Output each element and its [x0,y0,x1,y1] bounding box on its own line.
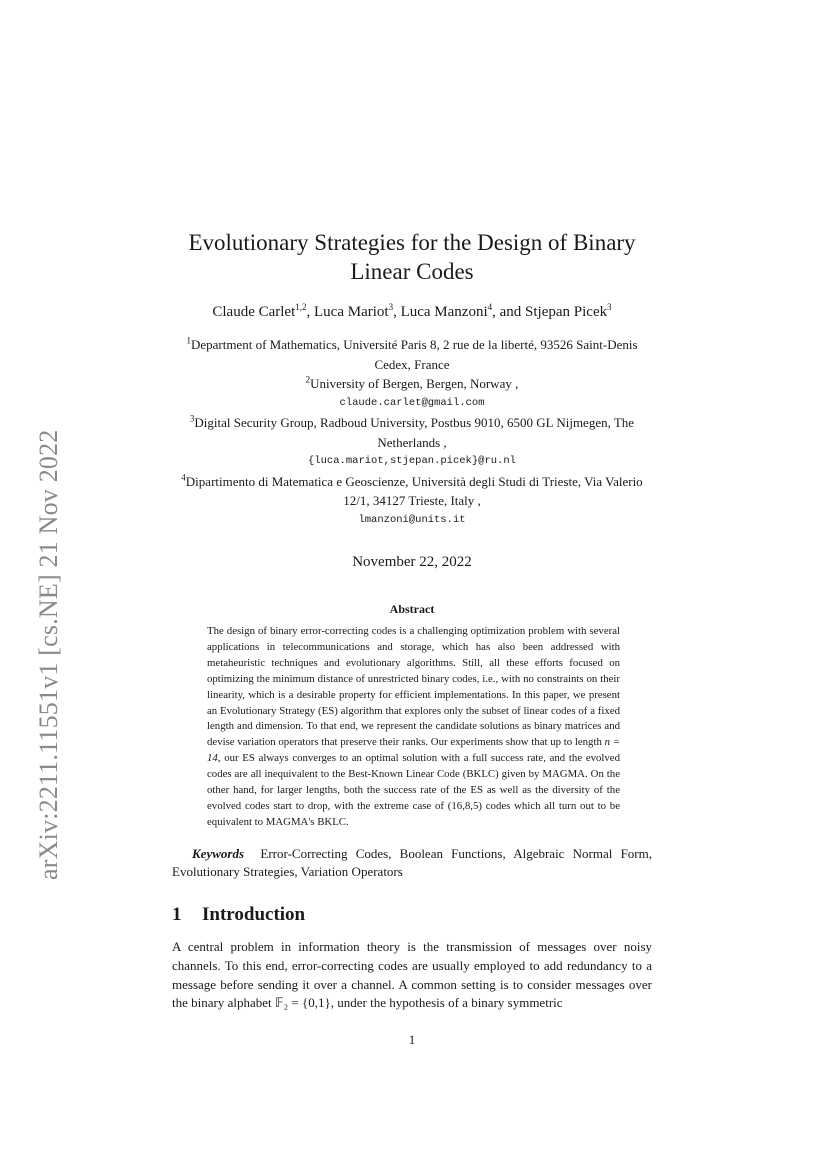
author-name: Luca Mariot [314,304,389,320]
affiliation-email: {luca.mariot,stjepan.picek}@ru.nl [308,455,516,467]
page-number: 1 [408,1032,416,1047]
abstract-heading: Abstract [389,602,435,616]
author-name: Stjepan Picek [525,304,608,320]
affiliation-email: claude.carlet@gmail.com [339,396,485,409]
affiliation-sup: 1 [186,335,191,346]
keywords [172,845,652,881]
abstract-body [207,624,620,831]
affiliation-text: Digital Security Group, Radboud University, Postbus 9010, 6500 GL Nijmegen, The Netherlands , [194,415,635,450]
author-list [150,302,674,322]
affiliation-email: lmanzoni@units.it [358,513,466,526]
keywords-label: Keywords [192,846,244,861]
intro-paragraph [172,938,652,1013]
affiliation-1 [172,335,652,374]
affiliation-4 [172,472,652,511]
intro-text: , under the hypothesis of a binary symmetric [330,995,563,1011]
author-affil-sup: 1,2 [295,302,307,312]
abstract-text: codes which all turn out to be equivalent to MAGMA's BKLC. [207,799,620,828]
affiliation-sup: 3 [189,413,195,424]
intro-text: A central problem in information theory is the transmission of messages over noisy channels. To this end, error-correcting codes are usually employed to add redundancy to a message before sending it over a channel. A common setting is to consider messages over the binary alphabet [172,939,652,1011]
keywords-text: Error-Correcting Codes, Boolean Functions, Algebraic Normal Form, Evolutionary Strategies, Variation Operators [172,846,652,879]
abstract-math: (16,8,5) [447,799,482,812]
affiliation-2 [172,374,652,394]
author-separator: , [306,304,314,320]
affiliation-text: University of Bergen, Bergen, Norway , [310,376,519,391]
author-name: Claude Carlet [212,304,296,320]
intro-math: 𝔽₂ = {0,1} [274,995,331,1011]
affiliation-text: Department of Mathematics, Université Paris 8, 2 rue de la liberté, 93526 Saint-Denis Cedex, France [190,337,638,372]
author-name: Luca Manzoni [400,304,488,320]
section-title: Introduction [202,904,306,925]
section-number: 1 [172,904,182,925]
affiliation-text: Dipartimento di Matematica e Geoscienze, Università degli Studi di Trieste, Via Valerio 12/1, 34127 Trieste, Italy , [185,473,643,508]
paper-title: Evolutionary Strategies for the Design of Binary Linear Codes [188,230,636,284]
arxiv-stamp: arXiv:2211.11551v1 [cs.NE] 21 Nov 2022 [34,429,63,880]
abstract-text: The design of binary error-correcting codes is a challenging optimization problem with several applications in telecommunications and storage, which has also been addressed with metaheuristic techniques and evolutionary algorithms. Still, all these efforts focused on optimizing the minimum distance of unrestricted binary codes, i.e., with no constraints on their linearity, which is a desirable property for efficient implementations. In this paper, we present an Evolutionary Strategy (ES) algorithm that explores only the subset of linear codes of a fixed length and dimension. To that end, we represent the candidate solutions as binary matrices and devise variation operators that preserve their ranks. Our experiments show that up to length [207,625,620,749]
section-heading [172,903,652,927]
author-separator: , [393,304,401,320]
author-affil-sup: 4 [487,302,493,312]
publication-date: November 22, 2022 [352,554,472,570]
affiliation-sup: 4 [181,472,186,483]
abstract-text: , our ES always converges to an optimal solution with a full success rate, and the evolved codes are all inequivalent to the Best-Known Linear Code (BKLC) given by MAGMA. On the other hand, for larger lengths, both the success rate of the ES as well as the diversity of the evolved codes start to drop, with the extreme case of [207,752,620,812]
author-affil-sup: 3 [388,302,394,312]
author-separator: , and [492,304,526,320]
author-affil-sup: 3 [607,302,612,312]
abstract-math: n = 14 [207,736,620,765]
affiliations [172,335,652,530]
affiliation-sup: 2 [305,374,311,385]
affiliation-3 [172,413,652,452]
